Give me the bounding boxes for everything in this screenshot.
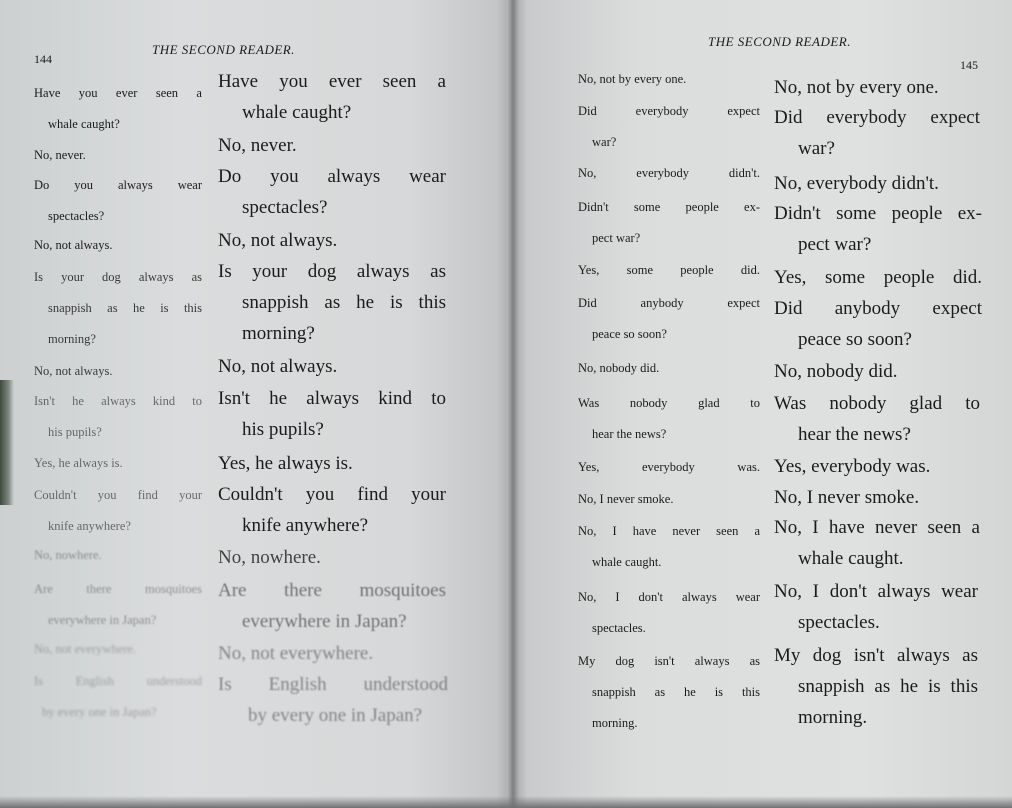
- large-line: Have you ever seen a: [218, 71, 446, 92]
- large-line: No, not always.: [218, 230, 338, 251]
- large-entry: [218, 448, 446, 479]
- small-line: No, never.: [34, 148, 86, 162]
- small-line: hear the news?: [592, 427, 667, 441]
- small-line: No, I never smoke.: [578, 492, 674, 506]
- small-line: peace so soon?: [592, 327, 667, 341]
- small-line: No, not always.: [34, 238, 113, 252]
- large-entry: [774, 262, 982, 293]
- small-entry: [578, 192, 760, 254]
- small-entry: [34, 230, 202, 261]
- large-line: Yes, some people did.: [774, 267, 982, 288]
- large-line: whale caught?: [242, 102, 352, 123]
- small-line: spectacles?: [48, 209, 105, 223]
- small-entry: [578, 452, 760, 483]
- small-line: Yes, he always is.: [34, 456, 123, 470]
- small-line: No, I don't always wear: [578, 590, 760, 604]
- small-line: snappish as he is this: [48, 301, 202, 315]
- small-entry: [34, 170, 202, 232]
- small-line: No, everybody didn't.: [578, 166, 760, 180]
- small-entry: [34, 666, 202, 728]
- large-line: Couldn't you find your: [218, 484, 446, 505]
- small-line: Yes, some people did.: [578, 263, 760, 277]
- large-entry: [218, 130, 446, 161]
- large-line: My dog isn't always as: [774, 645, 978, 666]
- small-line: Yes, everybody was.: [578, 460, 760, 474]
- large-entry: [218, 66, 446, 128]
- large-line: No, I never smoke.: [774, 487, 920, 508]
- page-number: 144: [34, 52, 52, 66]
- small-entry: [578, 96, 760, 158]
- large-entry: [218, 669, 448, 731]
- large-line: war?: [798, 138, 835, 159]
- small-line: No, nowhere.: [34, 548, 102, 562]
- large-line: No, never.: [218, 135, 297, 156]
- large-entry: [774, 293, 982, 355]
- large-entry: [774, 512, 980, 574]
- small-entry: [34, 262, 202, 355]
- large-entry: [774, 576, 978, 638]
- large-line: snappish as he is this: [798, 676, 978, 697]
- small-line: spectacles.: [592, 621, 646, 635]
- large-entry: [218, 575, 446, 637]
- small-entry: [34, 140, 202, 171]
- small-entry: [578, 353, 760, 384]
- large-entry: [218, 351, 446, 382]
- large-line: Did everybody expect: [774, 107, 980, 128]
- small-line: pect war?: [592, 231, 641, 245]
- large-entry: [218, 542, 446, 573]
- large-line: morning?: [242, 323, 315, 344]
- small-entry: [34, 78, 202, 140]
- large-line: Did anybody expect: [774, 298, 982, 319]
- small-entry: [34, 386, 202, 448]
- large-entry: [218, 638, 446, 669]
- small-line: No, not always.: [34, 364, 113, 378]
- large-entry: [218, 161, 446, 223]
- small-line: No, nobody did.: [578, 361, 660, 375]
- large-line: spectacles?: [242, 197, 328, 218]
- book-gutter: [507, 0, 519, 808]
- large-line: Do you always wear: [218, 166, 446, 187]
- small-line: No, not everywhere.: [34, 642, 137, 656]
- large-line: knife anywhere?: [242, 515, 369, 536]
- large-line: No, nowhere.: [218, 547, 321, 568]
- large-entry: [774, 102, 980, 164]
- small-line: Isn't he always kind to: [34, 394, 202, 408]
- small-entry: [578, 158, 760, 189]
- small-line: Do you always wear: [34, 178, 202, 192]
- large-line: whale caught.: [798, 548, 904, 569]
- small-entry: [578, 484, 760, 515]
- small-line: morning?: [48, 332, 96, 346]
- small-entry: [34, 356, 202, 387]
- small-line: Was nobody glad to: [578, 396, 760, 410]
- large-line: by every one in Japan?: [248, 705, 423, 726]
- running-head: THE SECOND READER.: [152, 42, 295, 57]
- small-line: everywhere in Japan?: [48, 613, 157, 627]
- book-bottom-edge: [0, 796, 1012, 808]
- large-line: No, not everywhere.: [218, 643, 374, 664]
- large-line: No, I have never seen a: [774, 517, 980, 538]
- small-entry: [578, 255, 760, 286]
- large-line: Are there mosquitoes: [218, 580, 446, 601]
- large-line: his pupils?: [242, 419, 324, 440]
- large-entry: [218, 383, 446, 445]
- large-line: No, I don't always wear: [774, 581, 978, 602]
- running-head: THE SECOND READER.: [708, 34, 851, 49]
- large-entry: [774, 482, 982, 513]
- large-entry: [774, 451, 982, 482]
- page-number: 145: [960, 58, 978, 72]
- small-entry: [578, 646, 760, 739]
- large-line: No, everybody didn't.: [774, 173, 939, 194]
- small-line: whale caught.: [592, 555, 662, 569]
- small-line: Didn't some people ex-: [578, 200, 760, 214]
- large-line: No, not always.: [218, 356, 338, 377]
- large-line: No, not by every one.: [774, 77, 939, 98]
- small-line: Are there mosquitoes: [34, 582, 202, 596]
- large-entry: [774, 72, 982, 103]
- small-line: No, I have never seen a: [578, 524, 760, 538]
- small-line: Did anybody expect: [578, 296, 760, 310]
- small-line: snappish as he is this: [592, 685, 760, 699]
- large-entry: [774, 168, 982, 199]
- small-entry: [34, 540, 202, 571]
- large-entry: [774, 640, 978, 733]
- large-line: Is your dog always as: [218, 261, 446, 282]
- large-line: Was nobody glad to: [774, 393, 980, 414]
- large-line: spectacles.: [798, 612, 880, 633]
- large-line: peace so soon?: [798, 329, 912, 350]
- small-line: No, not by every one.: [578, 72, 687, 86]
- small-entry: [34, 480, 202, 542]
- large-entry: [218, 256, 446, 349]
- large-line: Didn't some people ex-: [774, 203, 982, 224]
- large-entry: [774, 198, 982, 260]
- small-entry: [578, 582, 760, 644]
- large-line: No, nobody did.: [774, 361, 898, 382]
- large-line: snappish as he is this: [242, 292, 446, 313]
- small-line: morning.: [592, 716, 638, 730]
- large-line: morning.: [798, 707, 868, 728]
- large-entry: [218, 479, 446, 541]
- page-edge-shadow: [0, 380, 14, 505]
- small-entry: [34, 574, 202, 636]
- small-line: Did everybody expect: [578, 104, 760, 118]
- small-entry: [34, 448, 202, 479]
- small-line: whale caught?: [48, 117, 120, 131]
- small-entry: [578, 388, 760, 450]
- large-entry: [774, 356, 982, 387]
- small-line: Have you ever seen a: [34, 86, 202, 100]
- small-entry: [578, 64, 760, 95]
- small-entry: [578, 288, 760, 350]
- right-page: [512, 0, 1012, 808]
- small-line: Is your dog always as: [34, 270, 202, 284]
- large-entry: [774, 388, 980, 450]
- large-line: pect war?: [798, 234, 872, 255]
- large-line: Isn't he always kind to: [218, 388, 446, 409]
- small-entry: [578, 516, 760, 578]
- small-line: by every one in Japan?: [42, 705, 157, 719]
- small-line: Couldn't you find your: [34, 488, 202, 502]
- small-line: war?: [592, 135, 617, 149]
- large-line: Yes, he always is.: [218, 453, 353, 474]
- small-line: his pupils?: [48, 425, 102, 439]
- large-entry: [218, 225, 446, 256]
- large-line: Yes, everybody was.: [774, 456, 931, 477]
- small-entry: [34, 634, 202, 665]
- small-line: My dog isn't always as: [578, 654, 760, 668]
- small-line: knife anywhere?: [48, 519, 131, 533]
- small-line: Is English understood: [34, 674, 202, 688]
- large-line: hear the news?: [798, 424, 911, 445]
- large-line: everywhere in Japan?: [242, 611, 407, 632]
- large-line: Is English understood: [218, 674, 448, 695]
